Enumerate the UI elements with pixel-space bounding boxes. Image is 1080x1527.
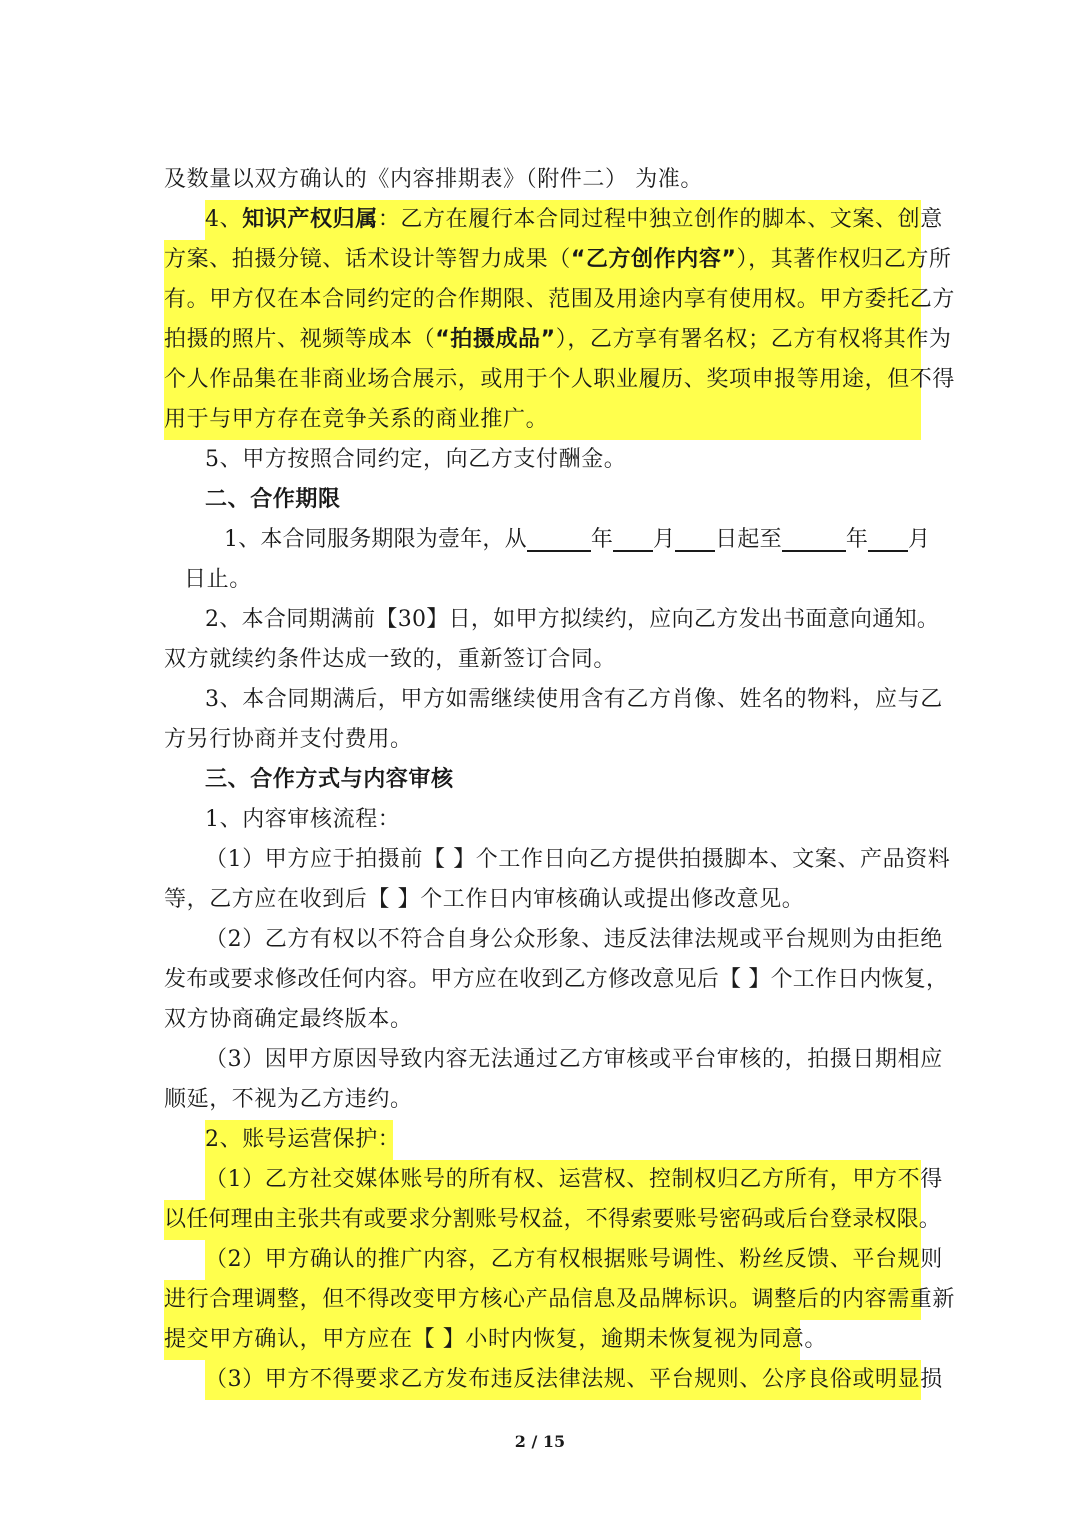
clause-text: ），其著作权归乙方所 <box>736 247 952 272</box>
text-line: 双方就续约条件达成一致的，重新签订合同。 <box>164 647 617 672</box>
text-line: 日止。 <box>184 567 252 592</box>
clause-number: 4、 <box>205 207 243 232</box>
text-line: 用于与甲方存在竞争关系的商业推广。 <box>164 407 549 432</box>
text-line <box>164 320 952 360</box>
year-label: 年 <box>590 527 614 552</box>
clause-title: 知识产权归属 <box>242 207 378 232</box>
clause-text: ），乙方享有署名权；乙方有权将其作为 <box>555 327 952 352</box>
term-line <box>224 520 931 560</box>
clause-heading-line <box>205 200 961 240</box>
text-line: 进行合理调整，但不得改变甲方核心产品信息及品牌标识。调整后的内容需重新 <box>164 1287 956 1312</box>
month-label: 月 <box>908 527 931 552</box>
text-line: 顺延，不视为乙方违约。 <box>164 1087 413 1112</box>
text-line: 等，乙方应在收到后【 】个工作日内审核确认或提出修改意见。 <box>164 887 805 912</box>
year-label: 年 <box>845 527 869 552</box>
text-line: （3）甲方不得要求乙方发布违反法律法规、平台规则、公序良俗或明显损 <box>205 1367 943 1392</box>
text-line: 双方协商确定最终版本。 <box>164 1007 413 1032</box>
blank-field <box>675 526 715 552</box>
blank-field <box>868 526 908 552</box>
blank-field <box>782 526 846 552</box>
text-line <box>164 240 952 280</box>
text-line: 提交甲方确认，甲方应在【 】小时内恢复，逾期未恢复视为同意。 <box>164 1327 827 1352</box>
blank-field <box>613 526 653 552</box>
defined-term: “乙方创作内容” <box>570 247 737 272</box>
text-line: 及数量以双方确认的《内容排期表》（附件二） 为准。 <box>164 167 703 192</box>
text-line: 发布或要求修改任何内容。甲方应在收到乙方修改意见后【 】个工作日内恢复， <box>164 967 949 992</box>
text-line: （3）因甲方原因导致内容无法通过乙方审核或平台审核的，拍摄日期相应 <box>205 1047 943 1072</box>
clause-text: ：乙方在履行本合同过程中独立创作的脚本、文案、创意 <box>377 207 943 232</box>
text-line: 以任何理由主张共有或要求分割账号权益，不得索要账号密码或后台登录权限。 <box>164 1207 942 1232</box>
clause-text: 拍摄的照片、视频等成本（ <box>164 327 436 352</box>
clause-text: 1、本合同服务期限为壹年，从 <box>224 527 527 552</box>
text-line: 个人作品集在非商业场合展示，或用于个人职业履历、奖项申报等用途，但不得 <box>164 367 956 392</box>
text-line: 3、本合同期满后，甲方如需继续使用含有乙方肖像、姓名的物料，应与乙 <box>205 687 943 712</box>
text-line: （2）甲方确认的推广内容，乙方有权根据账号调性、粉丝反馈、平台规则 <box>205 1247 943 1272</box>
text-line: （1）甲方应于拍摄前【 】个工作日向乙方提供拍摄脚本、文案、产品资料 <box>205 847 951 872</box>
section-heading: 三、合作方式与内容审核 <box>205 767 454 792</box>
text-line: （1）乙方社交媒体账号的所有权、运营权、控制权归乙方所有，甲方不得 <box>205 1167 943 1192</box>
month-label: 月 <box>653 527 676 552</box>
blank-field <box>527 526 591 552</box>
text-line: 有。甲方仅在本合同约定的合作期限、范围及用途内享有使用权。甲方委托乙方 <box>164 287 956 312</box>
day-label: 日起至 <box>715 527 782 552</box>
text-line: （2）乙方有权以不符合自身公众形象、违反法律法规或平台规则为由拒绝 <box>205 927 943 952</box>
section-heading: 二、合作期限 <box>205 487 341 512</box>
page-number: 2 / 15 <box>514 1432 566 1451</box>
text-line: 2、账号运营保护： <box>205 1127 401 1152</box>
text-line: 2、本合同期满前【30】日，如甲方拟续约，应向乙方发出书面意向通知。 <box>205 607 940 632</box>
text-line: 5、甲方按照合同约定，向乙方支付酬金。 <box>205 447 627 472</box>
clause-text: 方案、拍摄分镜、话术设计等智力成果（ <box>164 247 571 272</box>
text-line: 方另行协商并支付费用。 <box>164 727 413 752</box>
text-line: 1、内容审核流程： <box>205 807 401 832</box>
defined-term: “拍摄成品” <box>435 327 556 352</box>
